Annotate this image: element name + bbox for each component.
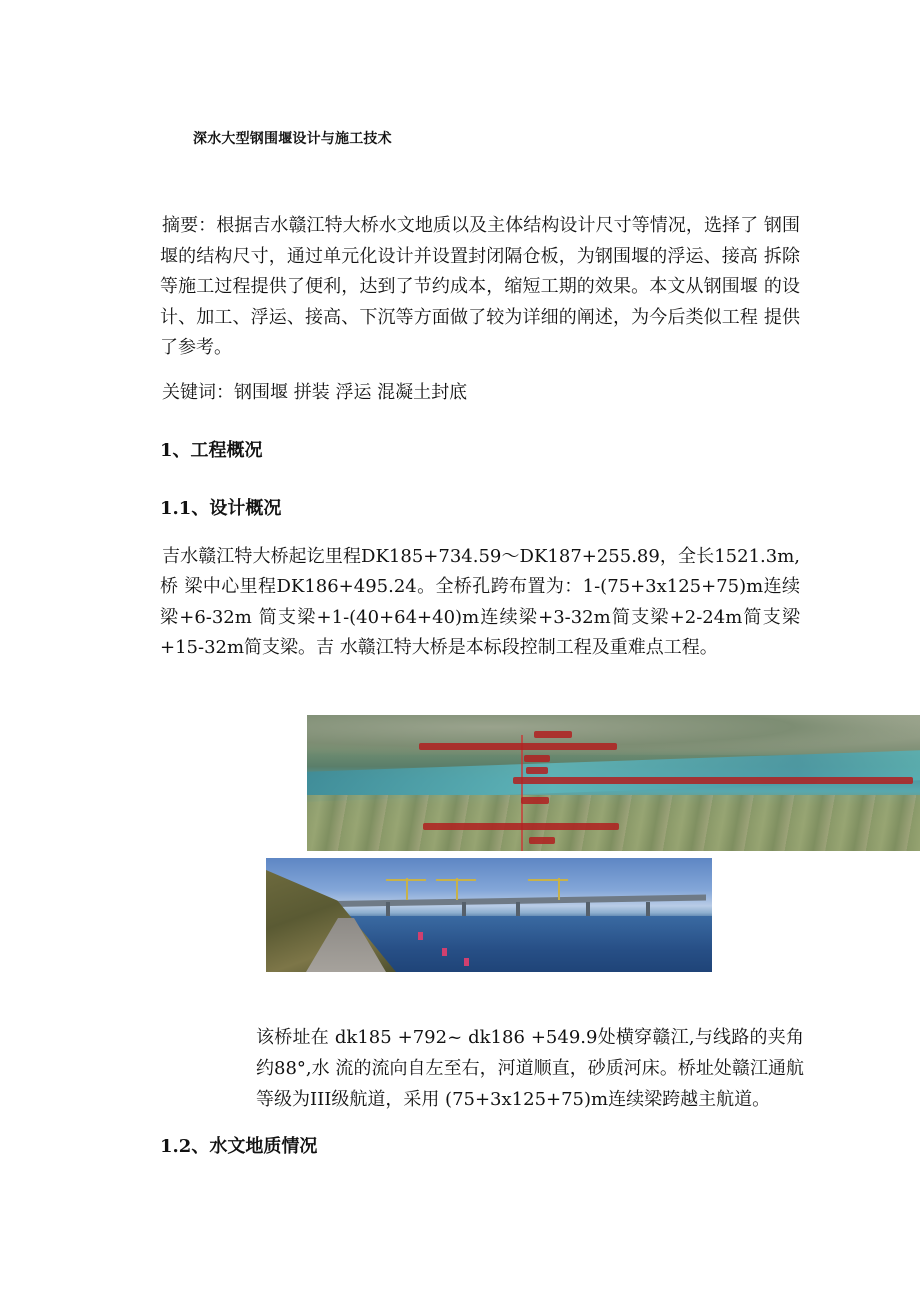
- keywords-line: 关键词：钢围堰 拼装 浮运 混凝土封底: [162, 382, 468, 403]
- bridge-pier: [646, 902, 650, 916]
- aerial-map-label: [419, 743, 617, 750]
- bridge-construction-photo: [266, 858, 712, 972]
- aerial-map-label: [534, 731, 572, 738]
- document-title: 深水大型钢围堰设计与施工技术: [193, 131, 392, 147]
- bridge-flag-marker: [418, 932, 423, 940]
- aerial-map-label: [423, 823, 619, 830]
- aerial-map-label: [529, 837, 555, 844]
- aerial-map-label: [513, 777, 913, 784]
- crane-tower: [558, 878, 560, 900]
- crane-arm: [528, 879, 568, 881]
- bridge-pier: [462, 902, 466, 916]
- crane-arm: [436, 879, 476, 881]
- aerial-map-label: [526, 767, 548, 774]
- bridge-location-paragraph: 该桥址在 dk185 +792~ dk186 +549.9处横穿赣江,与线路的夹角约88°,水 流的流向自左至右，河道顺直，砂质河床。桥址处赣江通航等级为III级航道，采用 (75+3x125+75)m连续梁跨越主航道。: [256, 1027, 804, 1110]
- bridge-pier: [386, 902, 390, 916]
- aerial-river: [307, 750, 920, 801]
- design-overview-paragraph: 吉水赣江特大桥起讫里程DK185+734.59～DK187+255.89，全长1521.3m,桥 梁中心里程DK186+495.24。全桥孔跨布置为：1-(75+3x125+75)m连续梁+6-32m 简支梁+1-(40+64+40)m连续梁+3-32m简支梁+2-24m简支梁+15-32m简支梁。吉 水赣江特大桥是本标段控制工程及重难点工程。: [160, 546, 800, 658]
- crane-tower: [456, 878, 458, 900]
- aerial-route-line: [521, 735, 523, 851]
- bridge-pier: [516, 902, 520, 916]
- section-1-1-heading: 1.1、设计概况: [160, 498, 282, 519]
- abstract-paragraph: 摘要：根据吉水赣江特大桥水文地质以及主体结构设计尺寸等情况，选择了 钢围堰的结构尺寸，通过单元化设计并设置封闭隔仓板，为钢围堰的浮运、接高 拆除等施工过程提供了便利，达到了节约成本，缩短工期的效果。本文从钢围堰 的设计、加工、浮运、接高、下沉等方面做了较为详细的阐述，为今后类似工程 提供了参考。: [160, 215, 800, 358]
- aerial-map-label: [521, 797, 549, 804]
- aerial-site-photo: [307, 715, 920, 851]
- crane-arm: [386, 879, 426, 881]
- crane-tower: [406, 878, 408, 900]
- aerial-map-label: [524, 755, 550, 762]
- section-1-heading: 1、工程概况: [160, 440, 263, 461]
- bridge-flag-marker: [464, 958, 469, 966]
- section-1-2-heading: 1.2、水文地质情况: [160, 1136, 318, 1157]
- bridge-flag-marker: [442, 948, 447, 956]
- bridge-pier: [586, 902, 590, 916]
